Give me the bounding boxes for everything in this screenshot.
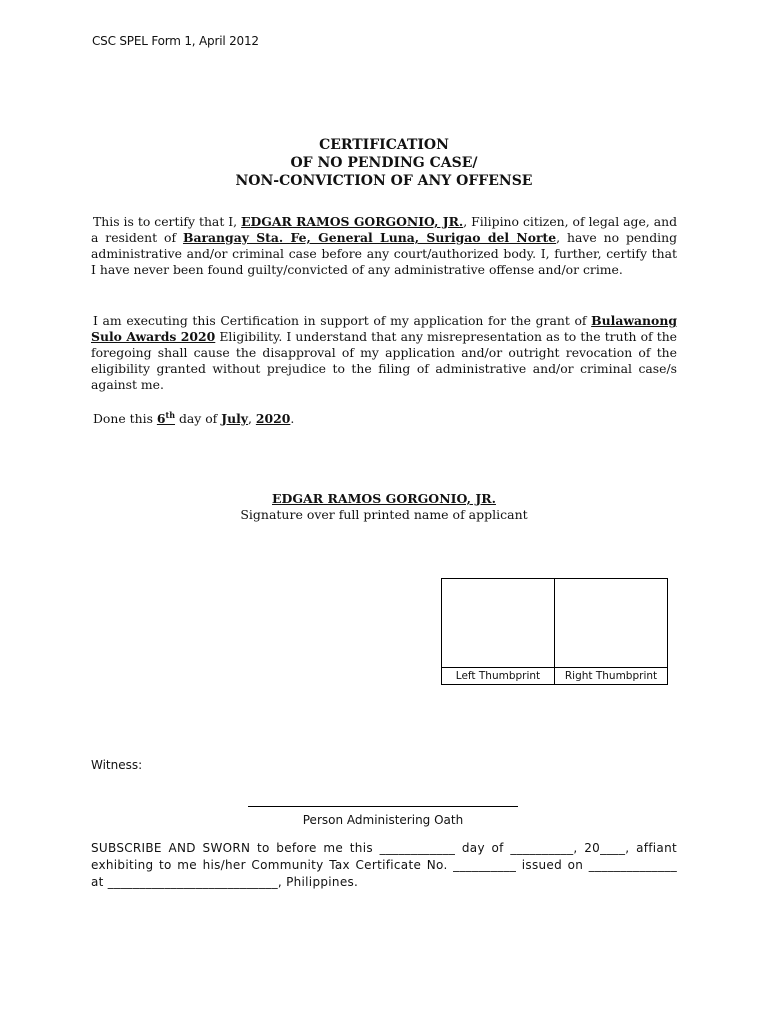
para1-text-1: This is to certify that I, — [93, 214, 242, 229]
done-year: 2020 — [255, 411, 291, 426]
oath-signature-line — [248, 806, 518, 807]
done-text-3: , — [247, 411, 256, 426]
para1-text-3: , have no pending administrative and/or criminal case before any court/authorized body. I, further, certify that I have never been found guilty/convicted of any administrative offense and/or crime. — [91, 230, 677, 277]
title-line-3: NON-CONVICTION OF ANY OFFENSE — [235, 173, 533, 189]
done-text-1: Done this — [93, 411, 157, 426]
applicant-name: EDGAR RAMOS GORGONIO, JR. — [241, 214, 464, 229]
left-thumbprint-box — [442, 579, 555, 668]
para1-text-2: , Filipino citizen, of legal age, and a resident of — [91, 214, 678, 245]
right-thumbprint-box — [555, 579, 668, 668]
form-identifier: CSC SPEL Form 1, April 2012 — [92, 34, 259, 48]
oath-caption: Person Administering Oath — [302, 813, 464, 827]
title-line-1: CERTIFICATION — [319, 137, 449, 153]
purpose-paragraph — [91, 313, 677, 393]
thumbprint-table — [441, 578, 668, 685]
signature-caption: Signature over full printed name of applicant — [240, 507, 528, 522]
document-title — [0, 136, 768, 190]
done-text-4: . — [290, 411, 295, 426]
left-thumbprint-label: Left Thumbprint — [442, 668, 555, 685]
para2-text-2: Eligibility. I understand that any misrepresentation as to the truth of the foregoing shall cause the disapproval of my application and/or outright revocation of the eligibility granted without prejudice to the filing of administrative and/or criminal case/s against me. — [91, 329, 678, 392]
applicant-address: Barangay Sta. Fe, General Luna, Surigao del Norte — [182, 230, 557, 245]
subscribe-sworn-paragraph: SUBSCRIBE AND SWORN to before me this ____________ day of __________, 20____, affiant exhibiting to me his/her Community Tax Certificate No. __________ issued on ______________ at ___________________________, Philippines. — [91, 841, 677, 889]
award-name: Bulawanong Sulo Awards 2020 — [91, 313, 677, 344]
witness-label: Witness: — [91, 758, 143, 772]
done-day: 6th — [156, 409, 176, 426]
title-line-2: OF NO PENDING CASE/ — [290, 155, 478, 171]
done-month: July — [221, 411, 248, 426]
right-thumbprint-label: Right Thumbprint — [555, 668, 668, 685]
done-date-line — [91, 411, 677, 427]
certification-paragraph — [91, 214, 677, 278]
done-text-2: day of — [175, 411, 222, 426]
para2-text-1: I am executing this Certification in support of my application for the grant of — [93, 313, 592, 328]
signatory-name: EDGAR RAMOS GORGONIO, JR. — [272, 491, 496, 506]
